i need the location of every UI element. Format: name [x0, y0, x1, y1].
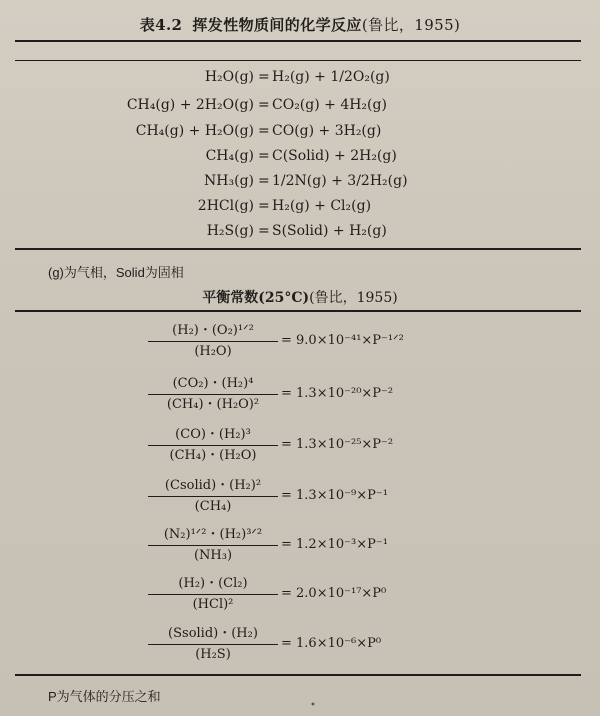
reaction-lhs: CH₄(g) [205, 148, 254, 164]
constants-bottom-rule [15, 674, 581, 676]
fraction-bar [148, 545, 278, 546]
constants-title-text: 平衡常数(25°C) [202, 290, 310, 306]
fraction-bar [148, 445, 278, 446]
constant-value: = 1.6×10⁻⁶×P⁰ [281, 636, 382, 651]
equals-sign: = [258, 198, 270, 214]
table-title [0, 14, 600, 35]
constant-fraction [148, 376, 278, 413]
reaction-lhs: CH₄(g) + 2H₂O(g) [126, 97, 254, 113]
equals-sign: = [258, 97, 270, 113]
phase-note: (g)为气相，Solid为固相 [48, 265, 184, 280]
pressure-footnote: P为气体的分压之和 [48, 689, 161, 704]
equals-sign: = [258, 123, 270, 139]
fraction-bar [148, 394, 278, 395]
reaction-lhs: NH₃(g) [204, 173, 254, 189]
fraction-denominator: (H₂S) [195, 647, 231, 662]
fraction-numerator: (Ssolid)・(H₂) [168, 626, 258, 641]
reaction-rhs: H₂(g) + Cl₂(g) [272, 198, 372, 214]
fraction-bar [148, 341, 278, 342]
equals-sign: = [258, 69, 270, 85]
fraction-numerator: (Csolid)・(H₂)² [164, 478, 262, 493]
fraction-numerator: (CO)・(H₂)³ [175, 427, 251, 442]
constants-top-rule [15, 310, 581, 312]
constant-value: = 9.0×10⁻⁴¹×P⁻¹ᐟ² [281, 333, 404, 348]
reaction-rhs: H₂(g) + 1/2O₂(g) [272, 69, 390, 85]
constant-value: = 1.3×10⁻⁹×P⁻¹ [281, 488, 388, 503]
constant-fraction [148, 478, 278, 515]
fraction-numerator: (H₂)・(O₂)¹ᐟ² [172, 323, 254, 338]
table-source: (鲁比，1955) [361, 16, 461, 34]
constant-value: = 1.3×10⁻²⁰×P⁻² [281, 386, 394, 401]
constants-title [0, 287, 600, 307]
top-rule [15, 40, 581, 42]
reaction-lhs: H₂S(g) [206, 223, 254, 239]
reactions-bottom-rule [15, 248, 581, 250]
fraction-denominator: (HCl)² [192, 597, 234, 612]
equals-sign: = [258, 148, 270, 164]
fraction-bar [148, 594, 278, 595]
equals-sign: = [258, 223, 270, 239]
reaction-rhs: 1/2N(g) + 3/2H₂(g) [272, 173, 408, 189]
constant-fraction [148, 576, 278, 613]
header-rule [15, 60, 581, 61]
reaction-lhs: CH₄(g) + H₂O(g) [135, 123, 254, 139]
reaction-rhs: S(Solid) + H₂(g) [272, 223, 387, 239]
reaction-rhs: CO₂(g) + 4H₂(g) [272, 97, 387, 113]
fraction-numerator: (H₂)・(Cl₂) [178, 576, 248, 591]
constant-fraction [148, 626, 278, 663]
constant-value: = 1.2×10⁻³×P⁻¹ [281, 537, 388, 552]
constant-value: = 2.0×10⁻¹⁷×P⁰ [281, 586, 387, 601]
reaction-rhs: C(Solid) + 2H₂(g) [272, 148, 397, 164]
reaction-lhs: H₂O(g) [204, 69, 254, 85]
constant-fraction [148, 427, 278, 464]
reaction-rhs: CO(g) + 3H₂(g) [272, 123, 382, 139]
table-number: 表4.2 [139, 16, 183, 34]
constant-fraction [148, 527, 278, 564]
constant-fraction [148, 323, 278, 360]
equals-sign: = [258, 173, 270, 189]
table-title-text: 挥发性物质间的化学反应 [192, 16, 362, 34]
constant-value: = 1.3×10⁻²⁵×P⁻² [281, 437, 394, 452]
fraction-numerator: (CO₂)・(H₂)⁴ [172, 376, 254, 391]
fraction-denominator: (CH₄) [194, 499, 232, 514]
fraction-denominator: (CH₄)・(H₂O)² [166, 397, 260, 412]
fraction-bar [148, 644, 278, 645]
fraction-denominator: (CH₄)・(H₂O) [169, 448, 257, 463]
fraction-numerator: (N₂)¹ᐟ²・(H₂)³ᐟ² [163, 527, 263, 542]
fraction-bar [148, 496, 278, 497]
fraction-denominator: (H₂O) [194, 344, 232, 359]
fraction-denominator: (NH₃) [193, 548, 233, 563]
reaction-lhs: 2HCl(g) [197, 198, 254, 214]
constants-source: (鲁比，1955) [309, 290, 398, 306]
print-speck: • [310, 700, 316, 711]
